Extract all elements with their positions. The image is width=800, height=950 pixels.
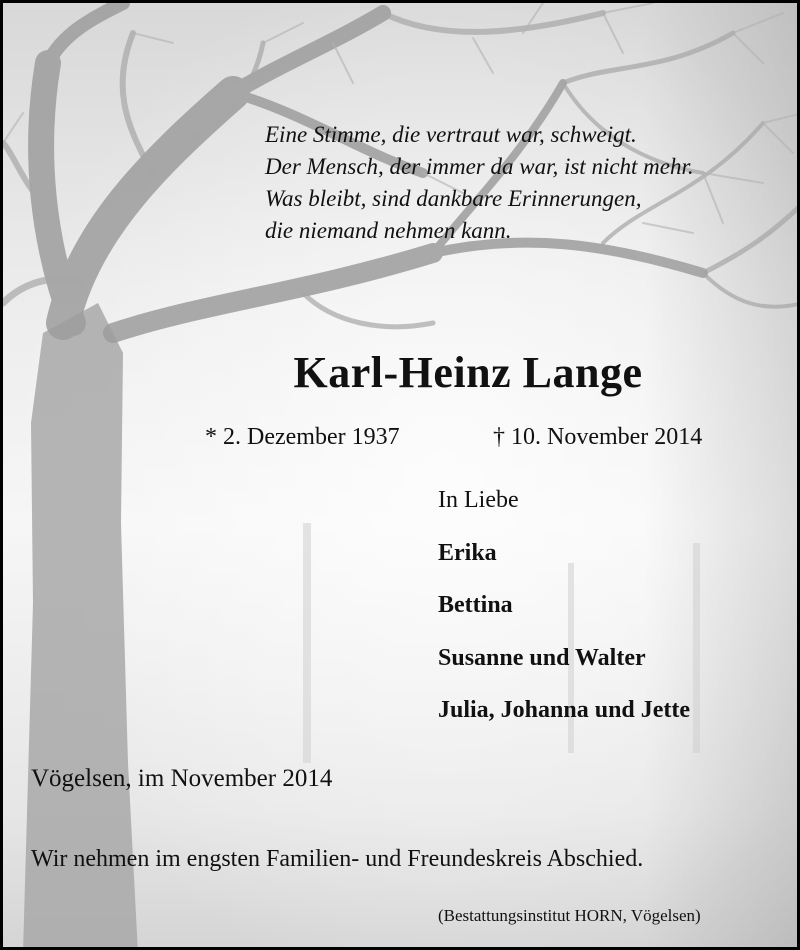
family-member: Susanne und Walter <box>438 644 646 671</box>
deceased-name: Karl-Heinz Lange <box>293 348 643 397</box>
family-list <box>438 487 690 750</box>
family-intro: In Liebe <box>438 487 519 513</box>
funeral-home: (Bestattungsinstitut HORN, Vögelsen) <box>438 906 701 925</box>
farewell-notice: Wir nehmen im engsten Familien- und Freundeskreis Abschied. <box>31 846 644 872</box>
poem <box>265 119 694 247</box>
poem-line: Was bleibt, sind dankbare Erinnerungen, <box>265 186 642 211</box>
poem-line: Eine Stimme, die vertraut war, schweigt. <box>265 122 637 147</box>
death-date: † 10. November 2014 <box>493 424 703 450</box>
family-member: Julia, Johanna und Jette <box>438 697 691 723</box>
poem-line: Der Mensch, der immer da war, ist nicht mehr. <box>265 154 694 179</box>
place-and-date: Vögelsen, im November 2014 <box>31 765 333 792</box>
family-member: Bettina <box>438 592 513 618</box>
birth-date: * 2. Dezember 1937 <box>205 424 400 450</box>
family-member: Erika <box>438 539 497 566</box>
poem-line: die niemand nehmen kann. <box>265 218 512 243</box>
